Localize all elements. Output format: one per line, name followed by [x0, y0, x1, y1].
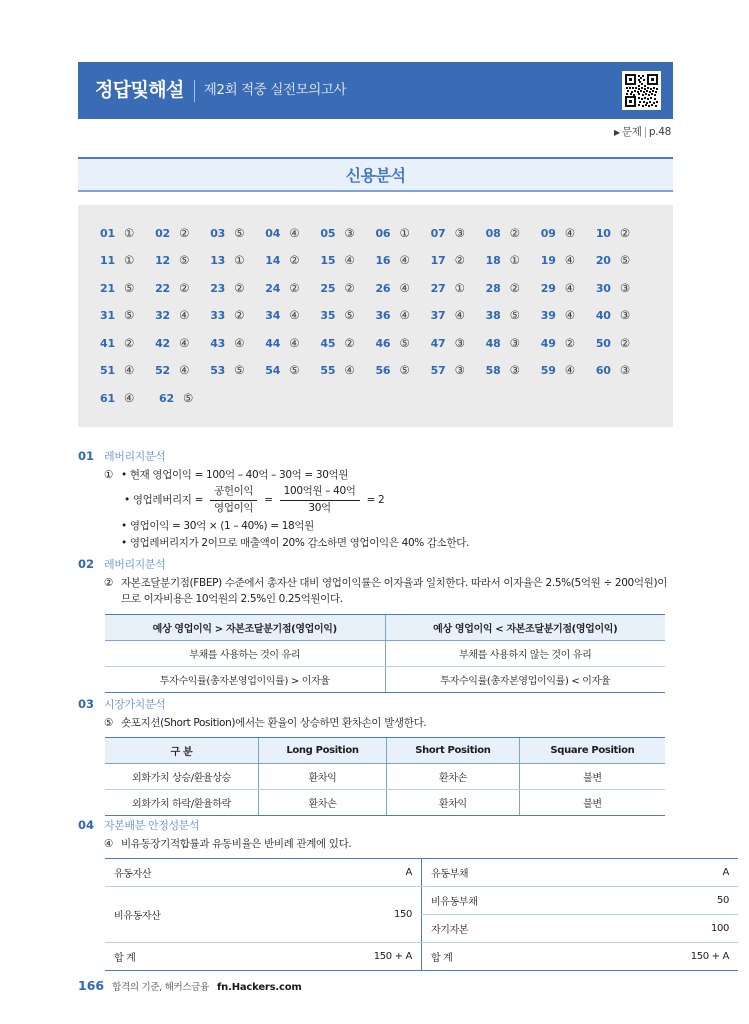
answer-cell: [541, 281, 596, 295]
answer-cell: [541, 226, 596, 240]
answer-choice: ①: [509, 253, 520, 268]
table-cell-label: 비유동부채: [422, 887, 641, 915]
choice-mark: ④: [104, 838, 114, 850]
question-number: 34: [265, 309, 281, 323]
question-number: 14: [265, 254, 281, 268]
question-number: 29: [540, 281, 556, 295]
leverage-formula: [121, 485, 673, 515]
answer-cell: [210, 226, 265, 240]
table-cell: 불변: [519, 764, 665, 790]
table-cell: 환차손: [387, 764, 520, 790]
bullet-text: • 영업이익 = 30억 × (1 – 40%) = 18억원: [121, 519, 314, 532]
table-header-cell: 구 분: [105, 738, 259, 764]
question-number: 62: [159, 391, 174, 405]
choice-line: [104, 467, 673, 483]
page-footer: [78, 978, 302, 993]
answer-cell: [431, 281, 486, 295]
table-row: [105, 666, 665, 692]
answer-row: [100, 357, 651, 385]
bullet-text: • 현재 영업이익 = 100억 – 40억 – 30억 = 30억원: [121, 469, 349, 481]
answer-cell: [210, 308, 265, 322]
explanation-body: [104, 836, 729, 971]
answer-row: [100, 219, 651, 247]
table-cell: 외화가치 하락/환율하락: [105, 790, 259, 816]
answer-choice: ③: [509, 335, 520, 350]
explanation-body: [104, 715, 673, 816]
table-cell-label: 유동부채: [422, 859, 641, 887]
answer-cell: [265, 281, 320, 295]
page-number: 166: [78, 978, 105, 993]
choice-line: [104, 575, 673, 608]
subject-title: 신용분석: [345, 166, 406, 185]
table-cell: 환차손: [259, 790, 387, 816]
explanation-header: [78, 448, 673, 464]
answer-cell: [155, 308, 210, 322]
answer-cell: [100, 253, 155, 267]
table-cell: 환차익: [259, 764, 387, 790]
answer-cell: [100, 363, 155, 377]
question-number: 39: [540, 309, 556, 323]
question-number: 37: [430, 309, 446, 323]
question-number: 06: [375, 226, 391, 240]
table-cell: 부채를 사용하지 않는 것이 유리: [385, 640, 665, 666]
answer-choice: ④: [564, 253, 576, 268]
answer-choice: ②: [454, 253, 465, 268]
explanation-number: 01: [78, 449, 95, 463]
question-number: 12: [155, 254, 171, 268]
explanation-body: [104, 575, 673, 693]
answer-key-grid: [78, 205, 673, 427]
answer-cell: [596, 363, 651, 377]
explanation-topic: 자본배분 안정성분석: [104, 819, 200, 832]
explanation-block-01: [78, 448, 673, 553]
answer-cell: [155, 226, 210, 240]
answer-cell: [375, 253, 430, 267]
answer-choice: ④: [124, 390, 135, 405]
page-title: 정답및해설: [95, 79, 184, 101]
answer-choice: ③: [454, 335, 465, 350]
table-header-cell: Short Position: [387, 738, 520, 764]
answer-cell: [596, 308, 651, 322]
header-subtitle: 제2회 적중 실전모의고사: [203, 81, 347, 98]
question-number: 59: [540, 364, 556, 378]
answer-cell: [320, 281, 375, 295]
question-number: 43: [210, 336, 226, 350]
answer-row: [100, 302, 651, 330]
explanation-number: 03: [78, 697, 95, 711]
question-number: 49: [540, 336, 556, 350]
answer-cell: [596, 336, 651, 350]
answer-cell: [486, 226, 541, 240]
table-row: [105, 640, 665, 666]
question-number: 31: [100, 309, 115, 323]
answer-cell: [265, 253, 320, 267]
question-number: 58: [485, 364, 501, 378]
answer-cell: [265, 363, 320, 377]
answer-choice: ⑤: [124, 280, 135, 295]
answer-choice: ③: [454, 363, 465, 378]
answer-choice: ⑤: [509, 308, 520, 323]
answer-choice: ⑤: [619, 253, 631, 268]
answer-choice: ③: [619, 280, 631, 295]
answer-row: [100, 329, 651, 357]
question-number: 60: [595, 364, 611, 378]
answer-cell: [375, 363, 430, 377]
answer-cell: [375, 336, 430, 350]
fraction-denominator: 영업이익: [214, 501, 254, 514]
answer-choice: ④: [289, 225, 300, 240]
choice-mark: ①: [104, 469, 114, 481]
answer-cell: [210, 253, 265, 267]
answer-choice: ③: [619, 308, 631, 323]
explanation-header: [78, 696, 673, 712]
answer-cell: [100, 308, 155, 322]
answer-choice: ④: [234, 335, 245, 350]
table-cell-value: 100: [640, 915, 738, 943]
answer-row: [100, 384, 651, 412]
question-number: 50: [595, 336, 611, 350]
answer-choice: ④: [289, 308, 300, 323]
table-row: [105, 943, 738, 971]
table-cell-value: A: [640, 859, 738, 887]
answer-cell: [320, 226, 375, 240]
question-number: 03: [210, 226, 226, 240]
answer-cell: [486, 308, 541, 322]
table-row: [105, 790, 665, 816]
answer-cell: [100, 336, 155, 350]
answer-choice: ②: [509, 280, 520, 295]
question-number: 57: [430, 364, 446, 378]
answer-cell: [100, 391, 159, 405]
answer-choice: ②: [289, 280, 300, 295]
table-cell: 부채를 사용하는 것이 유리: [105, 640, 385, 666]
explanation-header: [78, 817, 673, 833]
explanation-text: 숏포지션(Short Position)에서는 환율이 상승하면 환차손이 발생한다.: [121, 717, 427, 729]
question-number: 22: [155, 281, 171, 295]
footer-site[interactable]: fn.Hackers.com: [217, 982, 302, 993]
table-row: [105, 887, 738, 915]
table-cell-value: 50: [640, 887, 738, 915]
table-cell-value: A: [323, 859, 422, 887]
answer-choice: ⑤: [399, 335, 410, 350]
answer-choice: ⑤: [344, 308, 355, 323]
fbep-comparison-table: [105, 614, 665, 693]
question-number: 30: [595, 281, 611, 295]
answer-choice: ②: [179, 280, 190, 295]
answer-choice: ④: [344, 253, 355, 268]
answer-choice: ②: [344, 280, 355, 295]
table-cell: 불변: [519, 790, 665, 816]
answer-choice: ②: [619, 225, 631, 240]
balance-sheet-table: [105, 858, 738, 971]
answer-choice: ④: [564, 280, 576, 295]
table-header-cell: Square Position: [519, 738, 665, 764]
answer-cell: [541, 308, 596, 322]
explanation-header: [78, 556, 673, 572]
choice-line: [104, 836, 673, 852]
answer-cell: [486, 281, 541, 295]
answer-cell: [431, 336, 486, 350]
table-row: [105, 859, 738, 887]
answer-cell: [265, 336, 320, 350]
explanation-block-04: [78, 817, 729, 971]
question-number: 08: [485, 226, 501, 240]
answer-cell: [265, 308, 320, 322]
explanation-body: [104, 467, 673, 553]
formula-result: = 2: [366, 493, 385, 506]
answer-choice: ④: [564, 363, 576, 378]
answer-choice: ⑤: [124, 308, 135, 323]
answer-cell: [375, 226, 430, 240]
question-number: 52: [155, 364, 171, 378]
answer-cell: [210, 281, 265, 295]
explanation-block-03: [78, 696, 673, 816]
answer-choice: ④: [179, 363, 190, 378]
question-number: 28: [485, 281, 501, 295]
answer-cell: [431, 363, 486, 377]
question-number: 16: [375, 254, 391, 268]
reference-page: p.48: [648, 126, 671, 138]
answer-choice: ②: [124, 335, 135, 350]
choice-mark: ②: [104, 577, 114, 589]
answer-cell: [541, 336, 596, 350]
question-number: 04: [265, 226, 281, 240]
answer-cell: [486, 336, 541, 350]
answer-choice: ②: [564, 335, 576, 350]
answer-choice: ⑤: [234, 225, 245, 240]
answer-choice: ③: [509, 363, 520, 378]
answer-choice: ⑤: [179, 253, 190, 268]
table-cell-label: 유동자산: [105, 859, 323, 887]
answer-cell: [265, 226, 320, 240]
answer-cell: [375, 281, 430, 295]
question-number: 23: [210, 281, 226, 295]
answer-choice: ②: [509, 225, 520, 240]
answer-cell: [375, 308, 430, 322]
answer-cell: [320, 308, 375, 322]
answer-row: [100, 247, 651, 275]
header-divider: [194, 80, 195, 102]
question-number: 44: [265, 336, 281, 350]
answer-cell: [431, 253, 486, 267]
answer-choice: ②: [234, 280, 245, 295]
question-number: 41: [100, 336, 115, 350]
answer-choice: ①: [234, 253, 245, 268]
table-cell: 투자수익률(총자본영업이익률) < 이자율: [385, 666, 665, 692]
answer-choice: ④: [124, 363, 135, 378]
question-number: 53: [210, 364, 226, 378]
formula-lead: • 영업레버리지 =: [124, 493, 204, 506]
table-cell-value: 150 + A: [640, 943, 738, 971]
answer-cell: [159, 391, 218, 405]
question-number: 19: [540, 254, 556, 268]
answer-cell: [541, 253, 596, 267]
table-header-cell: Long Position: [259, 738, 387, 764]
question-number: 54: [265, 364, 281, 378]
answer-choice: ④: [454, 308, 465, 323]
question-number: 45: [320, 336, 336, 350]
explanation-topic: 레버리지분석: [104, 558, 166, 571]
reference-separator: |: [643, 126, 647, 138]
answer-choice: ⑤: [234, 363, 245, 378]
table-cell-label: 합 계: [105, 943, 323, 971]
question-number: 01: [100, 226, 115, 240]
answer-choice: ②: [344, 335, 355, 350]
question-number: 17: [430, 254, 446, 268]
answer-cell: [431, 226, 486, 240]
answer-choice: ⑤: [289, 363, 300, 378]
answer-choice: ①: [124, 225, 135, 240]
header-banner: [78, 62, 673, 119]
answer-cell: [320, 363, 375, 377]
question-number: 21: [100, 281, 115, 295]
answer-cell: [320, 253, 375, 267]
answer-choice: ②: [234, 308, 245, 323]
explanation-topic: 시장가치분석: [104, 698, 166, 711]
answer-choice: ④: [399, 280, 410, 295]
question-number: 25: [320, 281, 336, 295]
answer-choice: ③: [454, 225, 465, 240]
table-cell-label: 자기자본: [422, 915, 641, 943]
question-number: 33: [210, 309, 226, 323]
table-cell-value: 150: [323, 887, 422, 943]
explanation-text: 비유동장기적합률과 유동비율은 반비례 관계에 있다.: [121, 838, 352, 850]
answer-cell: [596, 281, 651, 295]
answer-choice: ④: [344, 363, 355, 378]
choice-mark: ⑤: [104, 717, 114, 729]
answer-cell: [155, 253, 210, 267]
question-number: 61: [100, 391, 115, 405]
answer-cell: [210, 336, 265, 350]
answer-cell: [155, 336, 210, 350]
answer-cell: [486, 253, 541, 267]
qr-code-icon[interactable]: [622, 71, 661, 110]
answer-choice: ④: [179, 335, 190, 350]
answer-choice: ④: [564, 308, 576, 323]
question-number: 55: [320, 364, 336, 378]
question-number: 38: [485, 309, 501, 323]
answer-choice: ⑤: [399, 363, 410, 378]
question-number: 35: [320, 309, 336, 323]
answer-cell: [431, 308, 486, 322]
question-number: 42: [155, 336, 171, 350]
question-number: 09: [540, 226, 556, 240]
answer-choice: ②: [179, 225, 190, 240]
question-number: 15: [320, 254, 336, 268]
question-number: 51: [100, 364, 115, 378]
explanation-text: 자본조달분기점(FBEP) 수준에서 총자산 대비 영업이익률은 이자율과 일치한다. 따라서 이자율은 2.5%(5억원 ÷ 200억원)이므로 이자비용은 10억원의 2.5%인 0.25억원이다.: [121, 577, 667, 606]
table-row: [105, 764, 665, 790]
answer-cell: [596, 226, 651, 240]
question-number: 27: [430, 281, 446, 295]
question-number: 07: [430, 226, 446, 240]
fraction-contribution-over-operating: [210, 485, 257, 515]
question-number: 24: [265, 281, 281, 295]
question-number: 36: [375, 309, 391, 323]
question-number: 10: [595, 226, 611, 240]
answer-cell: [541, 363, 596, 377]
answer-choice: ②: [619, 335, 631, 350]
answer-choice: ①: [124, 253, 135, 268]
answer-choice: ③: [344, 225, 355, 240]
answer-choice: ④: [179, 308, 190, 323]
answer-cell: [155, 363, 210, 377]
answer-row: [100, 274, 651, 302]
answer-cell: [100, 281, 155, 295]
reference-label: 문제: [621, 126, 642, 138]
question-number: 20: [595, 254, 611, 268]
answer-cell: [596, 253, 651, 267]
problem-reference: [614, 124, 671, 139]
question-number: 48: [485, 336, 501, 350]
explanation-number: 04: [78, 818, 95, 832]
question-number: 05: [320, 226, 336, 240]
explanation-block-02: [78, 556, 673, 693]
table-cell: 외화가치 상승/환율상승: [105, 764, 259, 790]
table-cell-value: 150 + A: [323, 943, 422, 971]
answer-choice: ④: [564, 225, 576, 240]
explanation-topic: 레버리지분석: [104, 450, 166, 463]
question-number: 32: [155, 309, 171, 323]
fraction-numerator: 공헌이익: [210, 485, 257, 501]
question-number: 47: [430, 336, 446, 350]
question-number: 46: [375, 336, 391, 350]
answer-choice: ④: [289, 335, 300, 350]
fraction-denominator: 30억: [308, 501, 331, 514]
answer-choice: ②: [289, 253, 300, 268]
question-number: 11: [100, 254, 115, 268]
question-number: 40: [595, 309, 611, 323]
answer-choice: ①: [454, 280, 465, 295]
fx-position-table: [105, 737, 665, 816]
fraction-numerator: 100억원 – 40억: [280, 485, 360, 501]
explanation-number: 02: [78, 557, 95, 571]
answer-choice: ④: [399, 253, 410, 268]
bullet-text: • 영업레버리지가 2이므로 매출액이 20% 감소하면 영업이익은 40% 감소한다.: [121, 537, 470, 550]
choice-line: [104, 715, 673, 731]
table-header-row: [105, 738, 665, 764]
answer-cell: [486, 363, 541, 377]
table-header-row: [105, 614, 665, 640]
footer-slogan: 합격의 기준, 해커스금융: [112, 982, 210, 993]
table-cell: 투자수익률(총자본영업이익률) > 이자율: [105, 666, 385, 692]
table-cell: 환차익: [387, 790, 520, 816]
answer-choice: ③: [619, 363, 631, 378]
answer-choice: ①: [399, 225, 410, 240]
question-number: 18: [485, 254, 501, 268]
answer-cell: [210, 363, 265, 377]
answer-cell: [320, 336, 375, 350]
question-number: 13: [210, 254, 226, 268]
answer-cell: [100, 226, 155, 240]
arrow-right-icon: ▶: [614, 128, 620, 137]
table-cell-label: 합 계: [422, 943, 641, 971]
table-header-cell: 예상 영업이익 < 자본조달분기점(영업이익): [385, 614, 665, 640]
equals-sign: =: [264, 493, 273, 506]
question-number: 56: [375, 364, 391, 378]
table-header-cell: 예상 영업이익 > 자본조달분기점(영업이익): [105, 614, 385, 640]
table-cell-label: 비유동자산: [105, 887, 323, 943]
answer-choice: ④: [399, 308, 410, 323]
question-number: 02: [155, 226, 171, 240]
subject-title-bar: [78, 157, 673, 192]
question-number: 26: [375, 281, 391, 295]
answer-choice: ⑤: [183, 390, 194, 405]
fraction-numbers: [280, 485, 360, 515]
answer-cell: [155, 281, 210, 295]
